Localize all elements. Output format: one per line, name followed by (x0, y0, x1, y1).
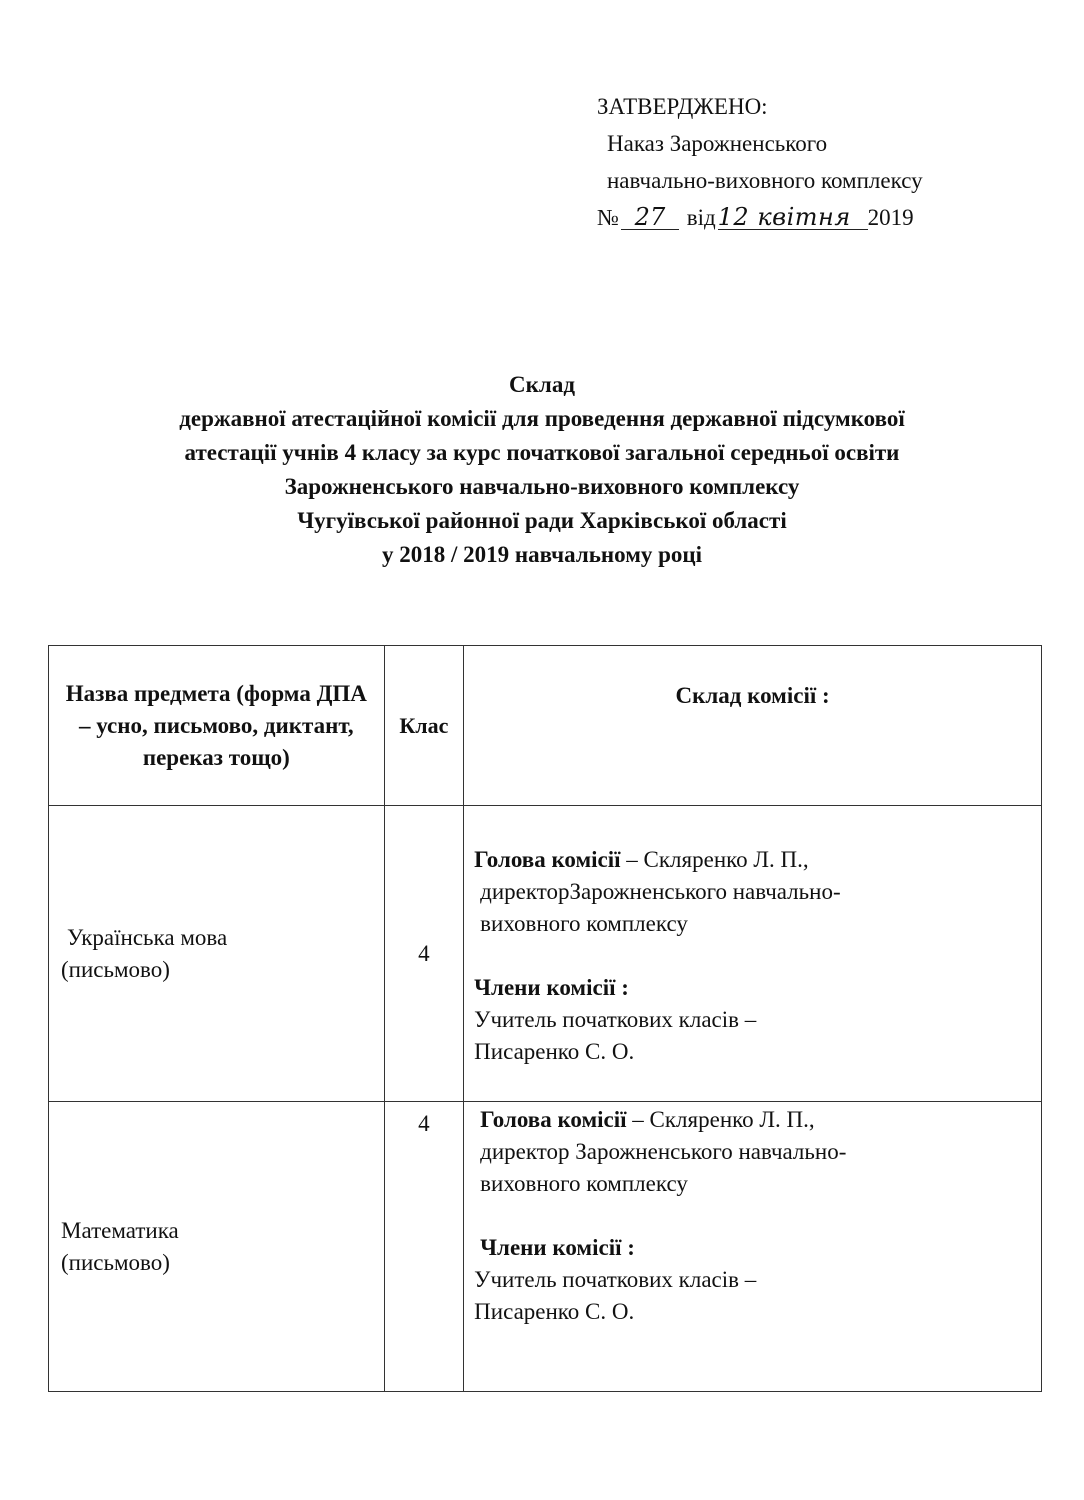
title-line-3: атестації учнів 4 класу за курс початкової загальної середньої освіти (184, 440, 900, 465)
head-label: Голова комісії (480, 1107, 627, 1132)
head-name: – Скляренко Л. П., (620, 847, 809, 872)
subject-cell (49, 1102, 385, 1392)
head-role-line-1: директор Зарожненського навчально- (480, 1139, 847, 1164)
head-line (474, 844, 1031, 876)
title-line-1: Склад (509, 372, 575, 397)
class-cell: 4 (384, 1102, 464, 1392)
order-date-handwritten: 12 квітня (718, 205, 868, 230)
number-prefix: № (597, 205, 619, 230)
approval-heading: ЗАТВЕРДЖЕНО: (597, 94, 768, 119)
title-line-4: Зарожненського навчально-виховного комплексу (284, 474, 800, 499)
approval-line-2: навчально-виховного комплексу (607, 168, 923, 193)
table-row (49, 806, 1042, 1102)
commission-table (48, 645, 1042, 1392)
head-label: Голова комісії (474, 847, 621, 872)
member-name: Писаренко С. О. (474, 1299, 635, 1324)
title-line-2: державної атестаційної комісії для проведення державної підсумкової (179, 406, 905, 431)
members-label: Члени комісії : (474, 975, 629, 1000)
approval-block (597, 88, 1017, 236)
approval-line-1: Наказ Зарожненського (607, 131, 828, 156)
header-subject: Назва предмета (форма ДПА – усно, письмово, диктант, переказ тощо) (49, 646, 385, 806)
order-number-line (597, 199, 1017, 236)
subject-form: (письмово) (61, 1249, 170, 1275)
composition-cell (464, 806, 1042, 1102)
title-line-5: Чугуївської районної ради Харківської області (297, 508, 787, 533)
head-role-line-2: виховного комплексу (480, 1171, 688, 1196)
order-year: 2019 (867, 205, 914, 230)
subject-form: (письмово) (61, 956, 170, 982)
date-prefix: від (686, 205, 716, 230)
head-name: – Скляренко Л. П., (626, 1107, 815, 1132)
class-cell: 4 (384, 806, 464, 1102)
composition-cell (464, 1102, 1042, 1392)
head-role-line-2: виховного комплексу (480, 911, 688, 936)
members-label: Члени комісії : (480, 1235, 635, 1260)
order-number-handwritten: 27 (621, 205, 679, 230)
member-role: Учитель початкових класів – (474, 1267, 757, 1292)
table-header-row (49, 646, 1042, 806)
header-class: Клас (384, 646, 464, 806)
subject-name: Українська мова (67, 924, 228, 950)
member-role: Учитель початкових класів – (474, 1007, 757, 1032)
header-composition: Склад комісії : (464, 646, 1042, 806)
head-line (474, 1104, 1031, 1136)
member-name: Писаренко С. О. (474, 1039, 635, 1064)
document-title (60, 368, 1024, 572)
head-role-line-1: директорЗарожненського навчально- (480, 879, 841, 904)
title-line-6: у 2018 / 2019 навчальному році (381, 542, 703, 567)
subject-name: Математика (61, 1217, 179, 1243)
table-row (49, 1102, 1042, 1392)
subject-cell (49, 806, 385, 1102)
